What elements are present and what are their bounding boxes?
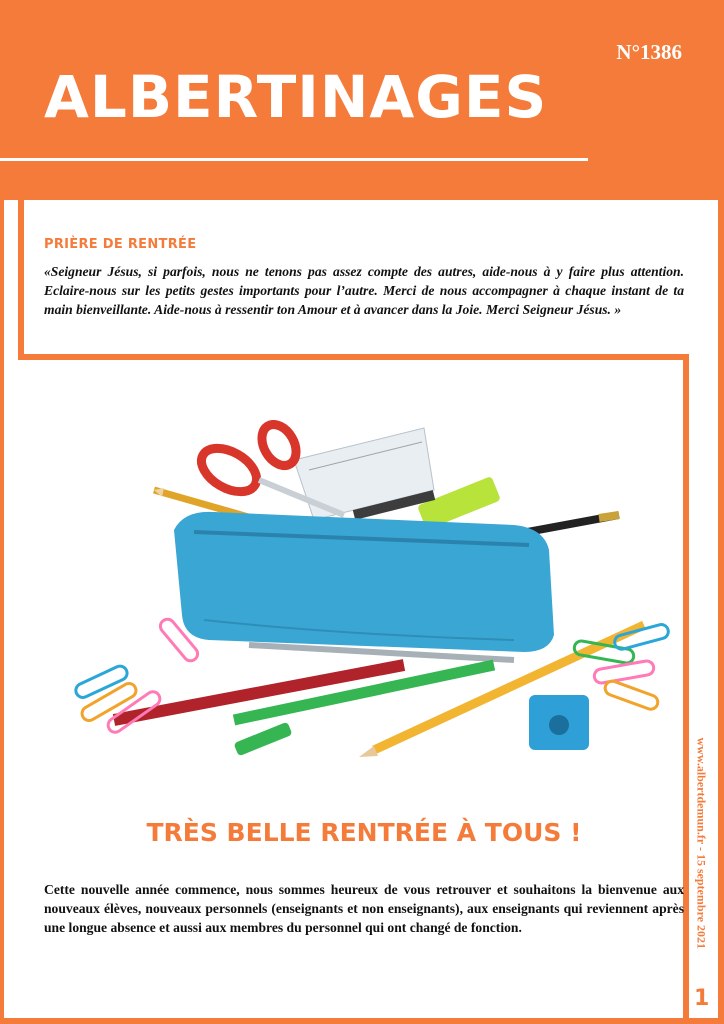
vertical-website-date: www.albertdemun.fr - 15 septembre 2021: [694, 737, 709, 950]
prayer-heading: PRIÈRE DE RENTRÉE: [44, 237, 197, 252]
frame-bottom-edge: [0, 1018, 724, 1024]
masthead-title: ALBERTINAGES: [44, 63, 548, 131]
header-band: [0, 0, 724, 200]
body-paragraph: Cette nouvelle année commence, nous sommes heureux de vous retrouver et souhaitons la bienvenue aux nouveaux élèves, nouveaux personnels (enseignants et non enseignants), aux enseignants qui reviennent après une longue absence et aussi aux membres du personnel qui ont changé de fonction.: [44, 882, 684, 935]
prayer-box-left-border: [18, 200, 24, 360]
issue-number: N°1386: [616, 40, 682, 64]
frame-left-edge: [0, 200, 4, 1024]
prayer-text: «Seigneur Jésus, si parfois, nous ne tenons pas assez compte des autres, aide-nous à y faire plus attention. Eclaire-nous sur les petits gestes importants pour l’autre. Merci de nous accompagner à chaque instant de ta main bienveillante. Aide-nous à ressentir ton Amour et à avancer dans la Joie. Merci Seigneur Jésus. »: [44, 264, 684, 317]
masthead-rule: [0, 158, 588, 161]
prayer-box-bottom-border: [18, 354, 686, 360]
scissors-icon: [194, 439, 264, 500]
main-title: TRÈS BELLE RENTRÉE À TOUS !: [146, 818, 582, 847]
pencil-case-photo: [44, 420, 682, 785]
frame-right-edge: [718, 200, 724, 1024]
page-number: 1: [694, 986, 710, 1011]
